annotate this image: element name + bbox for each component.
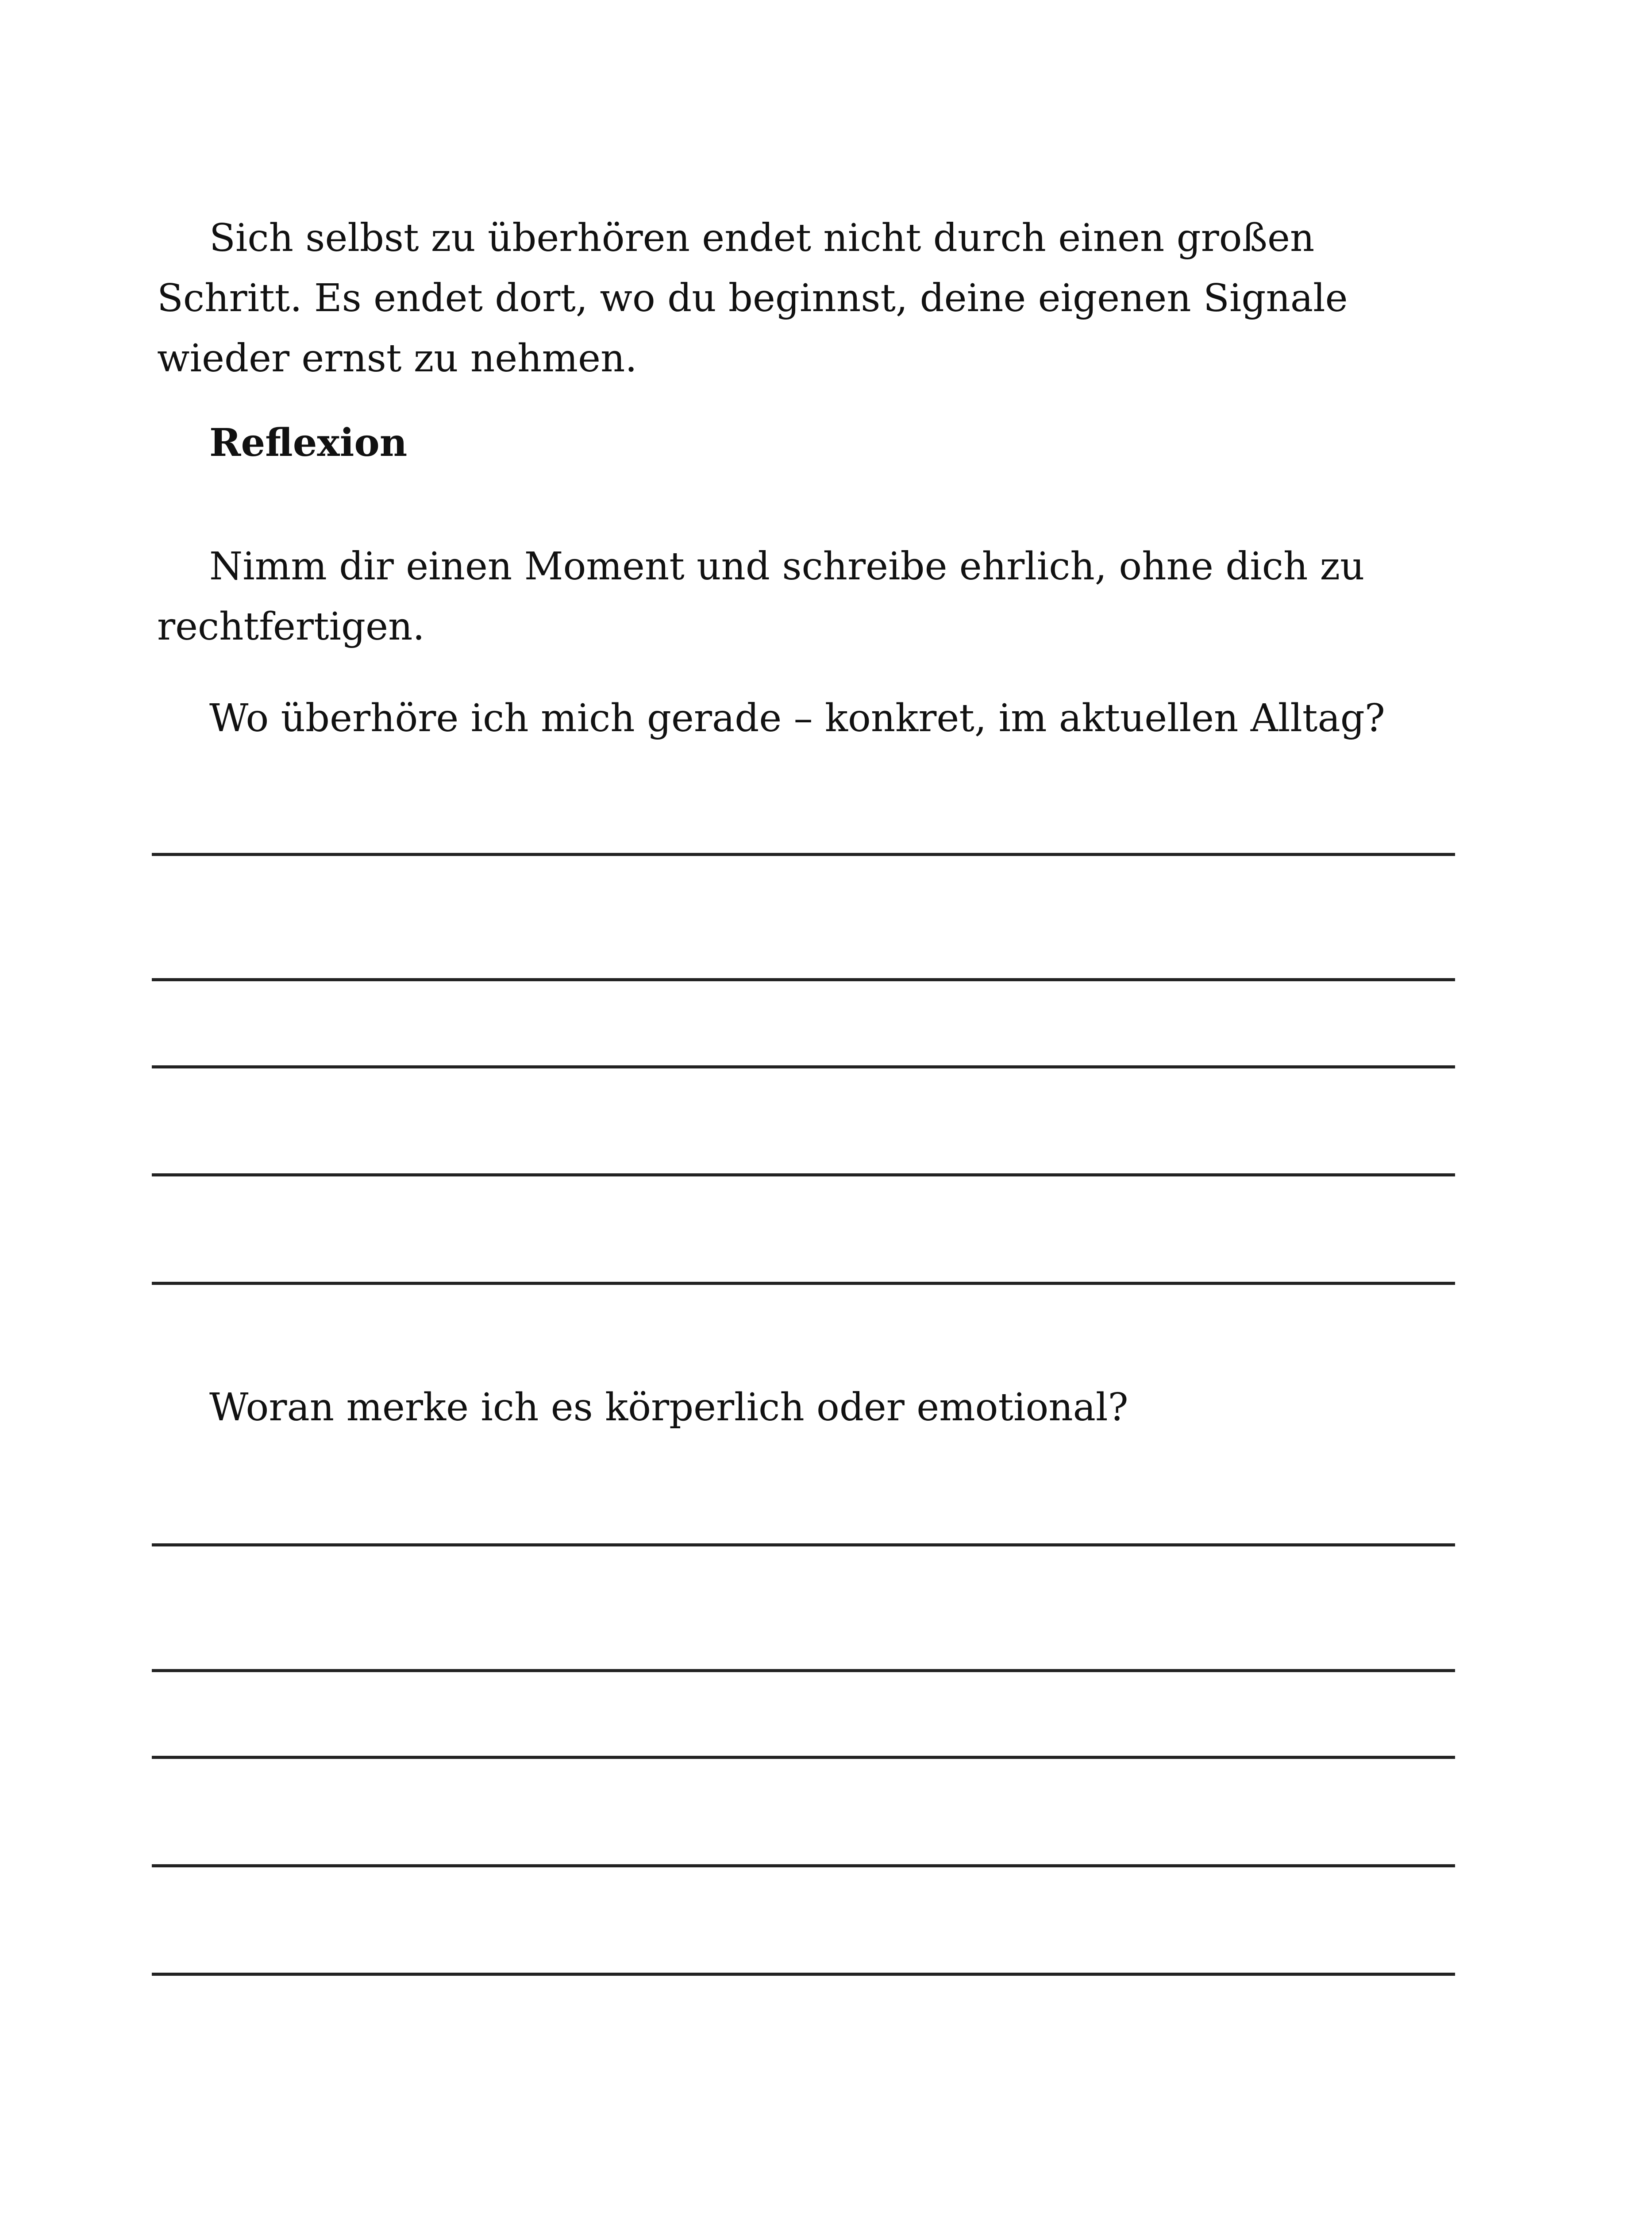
- answer-line-1-3[interactable]: [152, 1065, 1455, 1068]
- intro-paragraph: Sich selbst zu überhören endet nicht durch einen großen Schritt. Es endet dort, wo du beginnst, deine eigenen Signale wieder ernst zu nehmen.: [157, 216, 1348, 381]
- reflection-heading: Reflexion: [209, 420, 408, 465]
- answer-line-1-5[interactable]: [152, 1282, 1455, 1285]
- answer-line-2-4[interactable]: [152, 1864, 1455, 1867]
- question-1: Wo überhöre ich mich gerade – konkret, im aktuellen Alltag?: [209, 696, 1385, 740]
- answer-line-2-5[interactable]: [152, 1973, 1455, 1976]
- answer-line-2-3[interactable]: [152, 1756, 1455, 1759]
- answer-line-1-2[interactable]: [152, 978, 1455, 981]
- reflection-instruction: Nimm dir einen Moment und schreibe ehrlich, ohne dich zu rechtfertigen.: [157, 544, 1365, 649]
- answer-line-2-2[interactable]: [152, 1669, 1455, 1672]
- answer-line-2-1[interactable]: [152, 1543, 1455, 1546]
- answer-line-1-1[interactable]: [152, 853, 1455, 856]
- question-2: Woran merke ich es körperlich oder emotional?: [209, 1385, 1128, 1430]
- answer-line-1-4[interactable]: [152, 1173, 1455, 1176]
